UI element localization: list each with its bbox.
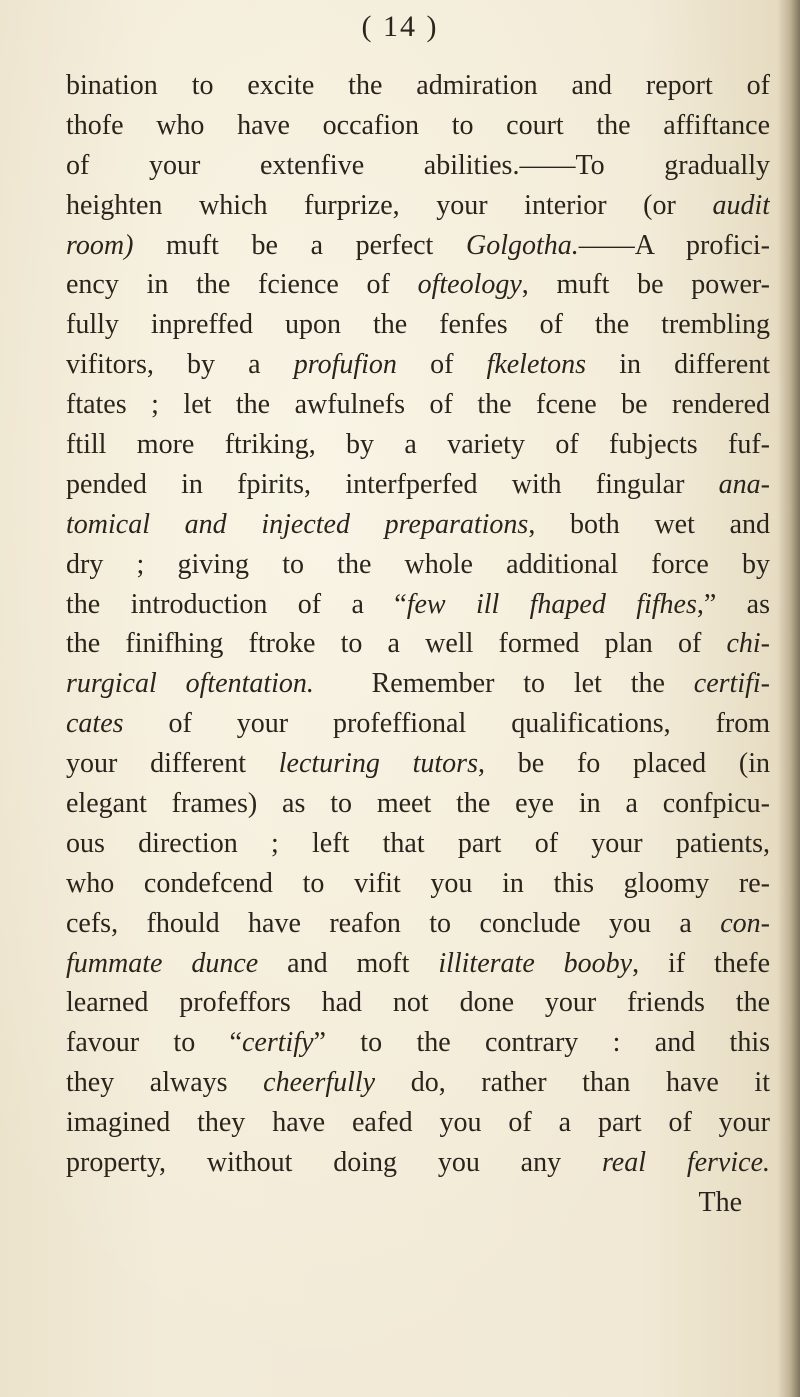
italic-text: cheerfully (263, 1067, 376, 1099)
italic-text: cates (66, 708, 124, 740)
text-segment: they always (66, 1067, 264, 1099)
page-number-header: ( 14 ) (361, 10, 439, 43)
italic-text: profufion (293, 349, 397, 381)
text-segment: ——A profici- (578, 229, 770, 261)
text-segment: imagined they have eafed you of a part of your (66, 1107, 770, 1139)
text-segment: ftill more ftriking, by a variety of fubjects fuf- (66, 429, 770, 461)
text-segment: ous direction ; left that part of your patients, (66, 827, 770, 859)
text-segment: the finifhing ftroke to a well formed plan of (66, 628, 727, 660)
text-line (66, 106, 770, 146)
text-line (66, 1143, 770, 1183)
text-line (66, 744, 770, 784)
text-segment: ency in the fcience of (66, 269, 418, 301)
text-segment: elegant frames) as to meet the eye in a confpicu- (66, 788, 770, 820)
text-line (66, 1063, 770, 1103)
text-segment: and moft (258, 947, 439, 979)
italic-text: Golgotha. (465, 229, 579, 261)
text-line (66, 345, 770, 385)
text-line (66, 265, 770, 305)
text-segment: ” to the contrary : and this (313, 1027, 770, 1059)
text-segment: , be fo placed (in (477, 748, 770, 780)
italic-text: fkeletons (486, 349, 587, 381)
italic-text: illiterate booby (438, 947, 633, 979)
italic-text: lecturing tutors (278, 748, 478, 780)
text-segment: thofe who have occafion to court the affiftance (66, 109, 770, 141)
text-line (66, 585, 770, 625)
text-segment: favour to “ (66, 1027, 242, 1059)
text-segment: of (396, 349, 487, 381)
text-line (66, 305, 770, 345)
italic-text: certifi- (693, 668, 770, 700)
body-text (66, 66, 770, 1223)
italic-text: rurgical oftentation. (66, 668, 314, 700)
text-segment: property, without doing you any (66, 1147, 602, 1179)
text-segment: ftates ; let the awfulnefs of the fcene be rendered (66, 389, 770, 421)
text-segment: Remember to let the (313, 668, 694, 700)
text-line (66, 904, 770, 944)
italic-text: few ill fhaped fifhes (406, 588, 697, 620)
text-segment: muft be a perfect (133, 229, 466, 261)
text-line (66, 983, 770, 1023)
italic-text: certify (242, 1027, 314, 1059)
text-segment: vifitors, by a (66, 349, 294, 381)
text-line (66, 505, 770, 545)
text-segment: , muft be power- (521, 269, 770, 301)
text-line (66, 624, 770, 664)
text-segment: cefs, fhould have reafon to conclude you a (66, 907, 721, 939)
text-segment: fully inpreffed upon the fenfes of the trembling (66, 309, 770, 341)
italic-text: audit (712, 189, 770, 221)
text-segment: The (698, 1186, 742, 1218)
text-segment: , both wet and (528, 508, 770, 540)
text-line (66, 824, 770, 864)
italic-text: real fervice. (601, 1147, 770, 1179)
text-line (66, 664, 770, 704)
text-line (66, 704, 770, 744)
text-line (66, 864, 770, 904)
italic-text: ana- (718, 468, 770, 500)
text-line (66, 425, 770, 465)
text-line (66, 545, 770, 585)
text-segment: of your profeffional qualifications, from (123, 708, 770, 740)
text-segment: your different (66, 748, 279, 780)
text-segment: ,” as (696, 588, 770, 620)
text-segment: heighten which furprize, your interior (or (66, 189, 713, 221)
text-line (66, 66, 770, 106)
text-line (66, 385, 770, 425)
text-segment: bination to excite the admiration and report of (66, 70, 770, 101)
page-edge-shadow (778, 0, 800, 1397)
text-segment: do, rather than have it (375, 1067, 770, 1099)
text-line (66, 186, 770, 226)
text-line (66, 146, 770, 186)
text-segment: learned profeffors had not done your friends the (66, 987, 770, 1019)
italic-text: room) (66, 229, 134, 261)
text-line (66, 784, 770, 824)
italic-text: ofteology (417, 269, 522, 301)
italic-text: tomical and injected preparations (66, 508, 529, 540)
text-segment: in different (586, 349, 770, 381)
text-segment: who condefcend to vifit you in this gloomy re- (66, 867, 770, 899)
italic-text: con- (720, 907, 770, 939)
italic-text: chi- (726, 628, 770, 660)
text-line (66, 465, 770, 505)
text-line (66, 1023, 770, 1063)
text-segment: pended in fpirits, interfperfed with fingular (66, 468, 719, 500)
text-line (66, 944, 770, 984)
text-segment: , if thefe (632, 947, 770, 979)
italic-text: fummate dunce (66, 947, 259, 979)
text-segment: of your extenfive abilities.——To gradually (66, 149, 770, 181)
text-segment: the introduction of a “ (66, 588, 407, 620)
text-line (66, 226, 770, 266)
text-segment: dry ; giving to the whole additional force by (66, 548, 770, 580)
text-line (66, 1183, 770, 1223)
text-line (66, 1103, 770, 1143)
